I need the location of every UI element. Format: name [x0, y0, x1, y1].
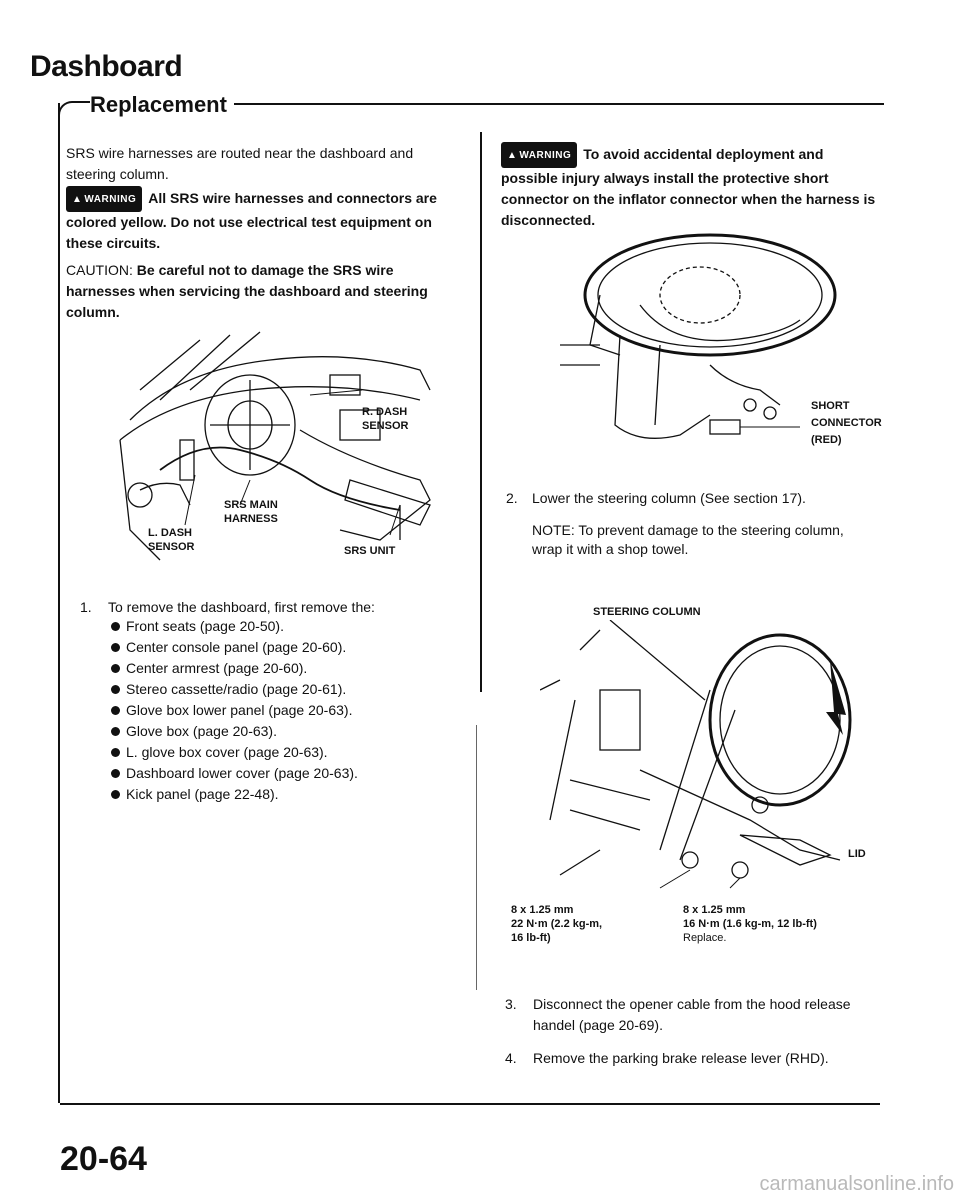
step4-number: 4. — [505, 1050, 517, 1066]
list-item: Glove box lower panel (page 20-63). — [108, 700, 458, 721]
warning-block-left — [66, 186, 456, 254]
caution-label: CAUTION: — [66, 262, 133, 278]
warning-triangle-icon: ▲ — [72, 194, 83, 205]
list-item: Glove box (page 20-63). — [108, 721, 458, 742]
page-title: Dashboard — [30, 50, 183, 83]
l-dash-sensor-label: L. DASH SENSOR — [148, 527, 195, 553]
r-dash-sensor-label: R. DASH SENSOR — [362, 406, 409, 432]
bottom-rule — [60, 1103, 880, 1105]
list-item: Dashboard lower cover (page 20-63). — [108, 763, 458, 784]
caution-text: Be careful not to damage the SRS wire harnesses when servicing the dashboard and steering column. — [66, 262, 428, 320]
list-item: Kick panel (page 22-48). — [108, 784, 458, 805]
top-rule — [234, 103, 884, 105]
step1-text: To remove the dashboard, first remove the: — [108, 599, 375, 615]
list-item: Center armrest (page 20-60). — [108, 658, 458, 679]
warning-triangle-icon: ▲ — [507, 150, 518, 161]
warning-block-right — [501, 142, 881, 231]
step4-text: Remove the parking brake release lever (RHD). — [533, 1050, 829, 1066]
warning-badge: ▲ WARNING — [501, 142, 577, 168]
list-item: Stereo cassette/radio (page 20-61). — [108, 679, 458, 700]
column-divider — [480, 132, 482, 692]
srs-unit-label: SRS UNIT — [344, 545, 396, 557]
list-item: Center console panel (page 20-60). — [108, 637, 458, 658]
watermark: carmanualsonline.info — [759, 1173, 954, 1195]
list-item: Front seats (page 20-50). — [108, 616, 458, 637]
intro-text: SRS wire harnesses are routed near the dashboard and steering column. — [66, 145, 414, 182]
bolt-spec-left: 8 x 1.25 mm 22 N·m (2.2 kg-m, 16 lb-ft) — [511, 904, 603, 944]
steering-column-label: STEERING COLUMN — [593, 606, 701, 618]
step1-number: 1. — [80, 599, 92, 615]
steering-column-illustration — [540, 620, 870, 890]
column-divider-lower — [476, 725, 477, 990]
page-number: 20-64 — [60, 1140, 147, 1178]
warning-text: To avoid accidental deployment and possible injury always install the protective short connector on the inflator connector when the harness is disconnected. — [501, 146, 876, 228]
section-subtitle: Replacement — [90, 92, 227, 117]
short-connector-label: SHORT CONNECTOR (RED) — [811, 400, 882, 446]
left-rule — [58, 103, 60, 1103]
step3-number: 3. — [505, 996, 517, 1012]
caution-block — [66, 260, 456, 323]
frame-corner — [58, 101, 90, 121]
warning-badge: ▲ WARNING — [66, 186, 142, 212]
step2-number: 2. — [506, 490, 518, 506]
step3-text: Disconnect the opener cable from the hood release handel (page 20-69). — [533, 996, 851, 1033]
warning-text: All SRS wire harnesses and connectors are colored yellow. Do not use electrical test equipment on these circuits. — [66, 190, 437, 251]
lid-label: LID — [848, 848, 866, 860]
step2-text: Lower the steering column (See section 17). — [532, 490, 806, 506]
list-item: L. glove box cover (page 20-63). — [108, 742, 458, 763]
bolt-spec-right: 8 x 1.25 mm 16 N·m (1.6 kg-m, 12 lb-ft) Replace. — [683, 904, 817, 944]
srs-main-harness-label: SRS MAIN HARNESS — [224, 499, 278, 525]
step1-list — [108, 616, 458, 805]
step2-note: NOTE: To prevent damage to the steering column, wrap it with a shop towel. — [532, 522, 844, 557]
